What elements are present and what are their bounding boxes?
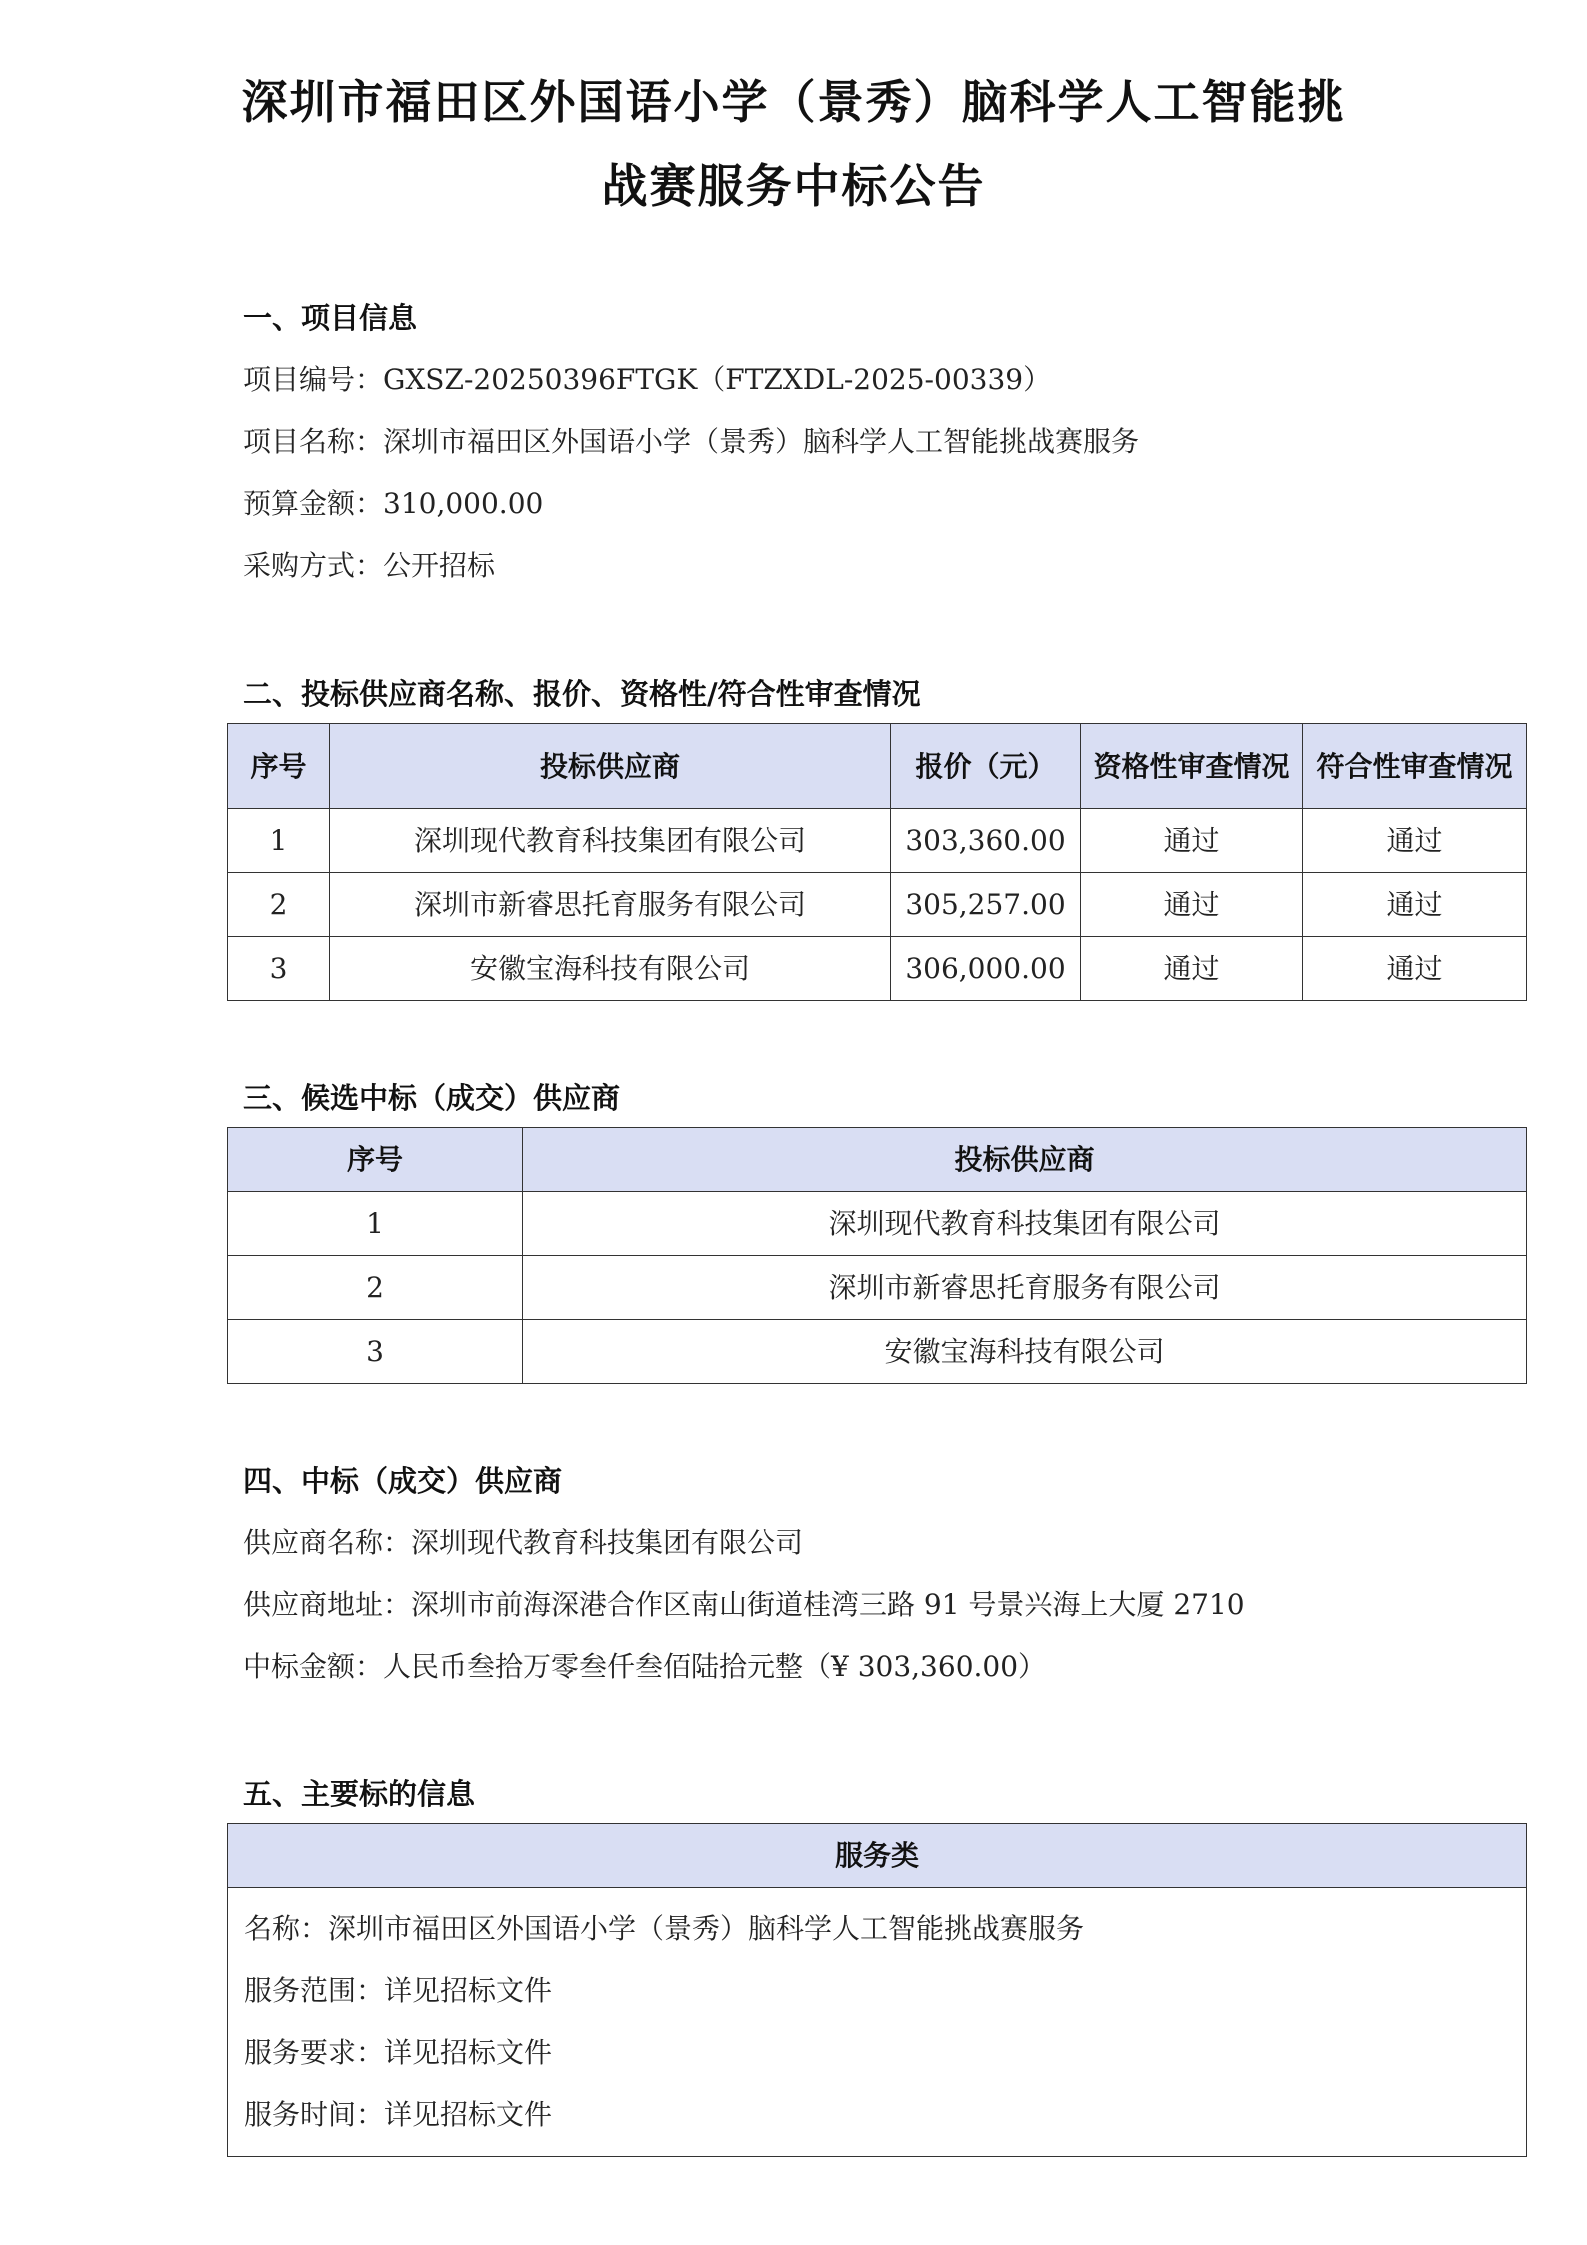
row-no: 1 xyxy=(228,1192,523,1256)
row-supplier: 深圳市新睿思托育服务有限公司 xyxy=(523,1256,1527,1320)
winner-address: 供应商地址：深圳市前海深港合作区南山街道桂湾三路 91 号景兴海上大厦 2710 xyxy=(243,1588,1245,1621)
budget-amount: 预算金额：310,000.00 xyxy=(243,487,544,520)
row-no: 1 xyxy=(228,809,330,873)
section-heading-project-info: 一、项目信息 xyxy=(243,301,418,335)
table-row xyxy=(228,873,1527,937)
project-name: 项目名称：深圳市福田区外国语小学（景秀）脑科学人工智能挑战赛服务 xyxy=(243,425,1140,458)
bidders-table xyxy=(227,723,1527,1001)
row-no: 2 xyxy=(228,1256,523,1320)
section-heading-subject: 五、主要标的信息 xyxy=(243,1777,476,1811)
header-no: 序号 xyxy=(228,1128,523,1192)
winning-amount: 中标金额：人民币叁拾万零叁仟叁佰陆拾元整（¥ 303,360.00） xyxy=(243,1650,1047,1683)
row-supplier: 深圳市新睿思托育服务有限公司 xyxy=(330,873,891,937)
row-conformity: 通过 xyxy=(1303,937,1527,1001)
section-heading-winner: 四、中标（成交）供应商 xyxy=(243,1464,563,1498)
row-conformity: 通过 xyxy=(1303,873,1527,937)
row-no: 3 xyxy=(228,1320,523,1384)
header-supplier: 投标供应商 xyxy=(330,724,891,809)
subject-service-requirements: 服务要求：详见招标文件 xyxy=(244,2036,553,2069)
row-qualification: 通过 xyxy=(1081,809,1303,873)
row-no: 3 xyxy=(228,937,330,1001)
section-heading-bidders: 二、投标供应商名称、报价、资格性/符合性审查情况 xyxy=(243,677,921,711)
subject-service-name: 名称：深圳市福田区外国语小学（景秀）脑科学人工智能挑战赛服务 xyxy=(244,1912,1085,1945)
table-row xyxy=(228,1256,1527,1320)
header-conformity: 符合性审查情况 xyxy=(1303,724,1527,809)
row-conformity: 通过 xyxy=(1303,809,1527,873)
row-no: 2 xyxy=(228,873,330,937)
header-no: 序号 xyxy=(228,724,330,809)
table-row xyxy=(228,1192,1527,1256)
project-number: 项目编号：GXSZ-20250396FTGK（FTZXDL-2025-00339） xyxy=(243,363,1052,396)
subject-details-cell xyxy=(228,1888,1527,2157)
subject-service-scope: 服务范围：详见招标文件 xyxy=(244,1974,553,2007)
row-supplier: 安徽宝海科技有限公司 xyxy=(330,937,891,1001)
table-row xyxy=(228,1888,1527,2157)
row-price: 306,000.00 xyxy=(891,937,1081,1001)
winner-name: 供应商名称：深圳现代教育科技集团有限公司 xyxy=(243,1526,804,1559)
table-row xyxy=(228,809,1527,873)
candidates-table xyxy=(227,1127,1527,1384)
table-header-row xyxy=(228,724,1527,809)
row-price: 303,360.00 xyxy=(891,809,1081,873)
header-service-category: 服务类 xyxy=(228,1824,1527,1888)
row-supplier: 深圳现代教育科技集团有限公司 xyxy=(523,1192,1527,1256)
table-row xyxy=(228,937,1527,1001)
table-header-row xyxy=(228,1128,1527,1192)
row-supplier: 深圳现代教育科技集团有限公司 xyxy=(330,809,891,873)
row-qualification: 通过 xyxy=(1081,873,1303,937)
table-row xyxy=(228,1320,1527,1384)
header-qualification: 资格性审查情况 xyxy=(1081,724,1303,809)
header-price: 报价（元） xyxy=(891,724,1081,809)
row-price: 305,257.00 xyxy=(891,873,1081,937)
page-title-line-1: 深圳市福田区外国语小学（景秀）脑科学人工智能挑 xyxy=(241,75,1346,129)
section-heading-candidates: 三、候选中标（成交）供应商 xyxy=(243,1081,621,1115)
row-supplier: 安徽宝海科技有限公司 xyxy=(523,1320,1527,1384)
header-supplier: 投标供应商 xyxy=(523,1128,1527,1192)
table-header-row xyxy=(228,1824,1527,1888)
subject-service-time: 服务时间：详见招标文件 xyxy=(244,2098,553,2131)
subject-info-table xyxy=(227,1823,1527,2157)
row-qualification: 通过 xyxy=(1081,937,1303,1001)
page-title-line-2: 战赛服务中标公告 xyxy=(601,159,986,213)
procurement-method: 采购方式：公开招标 xyxy=(243,549,496,582)
